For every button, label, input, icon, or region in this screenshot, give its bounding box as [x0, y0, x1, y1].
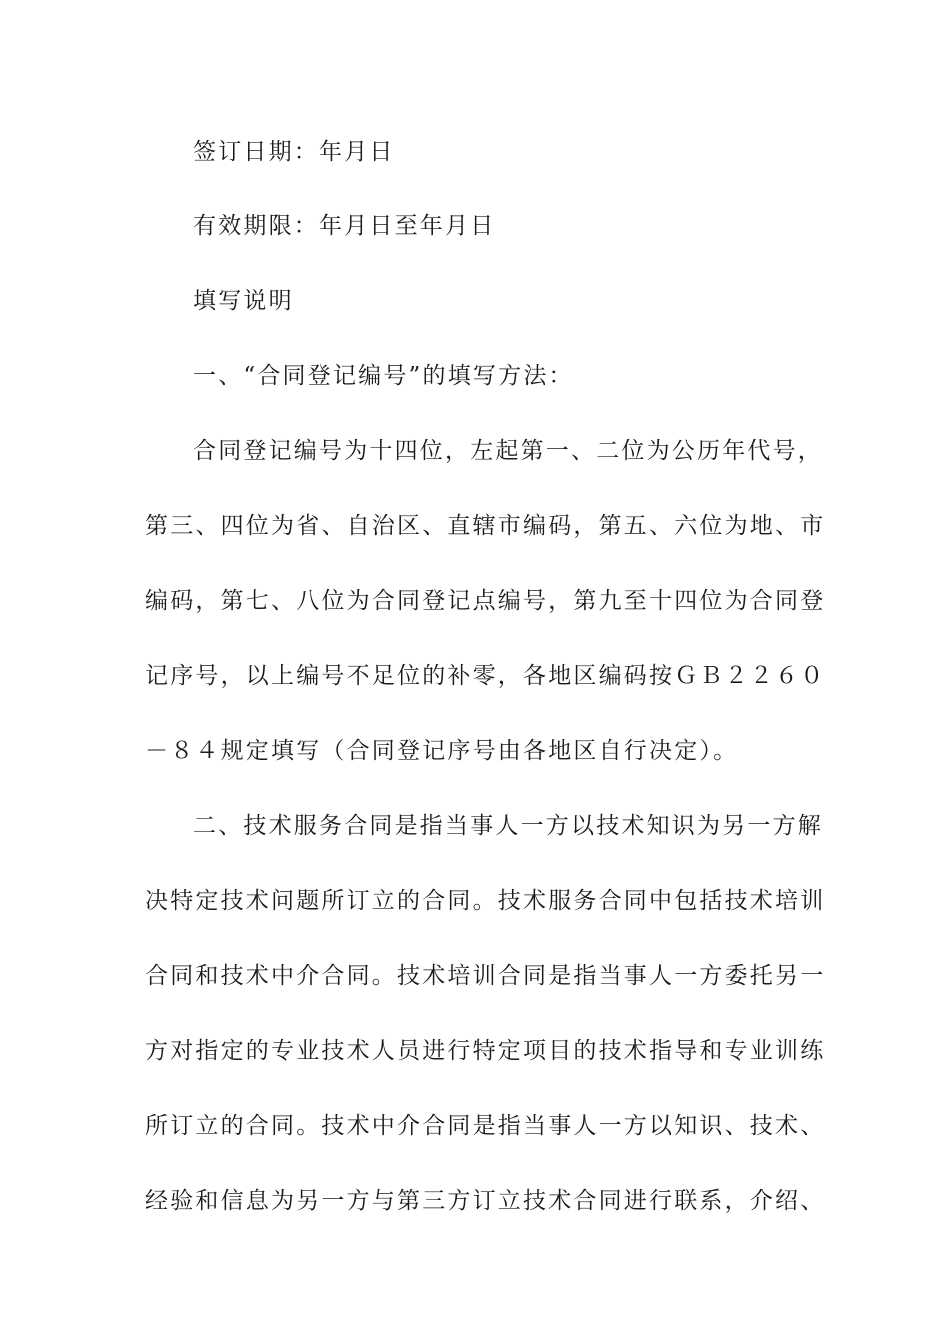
section-two-line: 二、技术服务合同是指当事人一方以技术知识为另一方解 [193, 813, 823, 839]
signing-date-line: 签订日期：年月日 [193, 139, 395, 165]
paragraph-line: 决特定技术问题所订立的合同。技术服务合同中包括技术培训 [145, 888, 826, 914]
paragraph-line: 合同登记编号为十四位，左起第一、二位为公历年代号， [193, 438, 823, 464]
paragraph-line: 经验和信息为另一方与第三方订立技术合同进行联系，介绍、 [145, 1188, 826, 1214]
paragraph-line: 合同和技术中介合同。技术培训合同是指当事人一方委托另一 [145, 963, 826, 989]
paragraph-line: －８４规定填写（合同登记序号由各地区自行决定）。 [145, 738, 739, 764]
paragraph-line: 所订立的合同。技术中介合同是指当事人一方以知识、技术、 [145, 1113, 826, 1139]
paragraph-line: 记序号，以上编号不足位的补零，各地区编码按ＧＢ２２６０ [145, 663, 826, 689]
instructions-heading: 填写说明 [193, 288, 294, 314]
paragraph-line: 第三、四位为省、自治区、直辖市编码，第五、六位为地、市 [145, 513, 826, 539]
validity-period-line: 有效期限：年月日至年月日 [193, 213, 496, 239]
section-one-heading: 一、“合同登记编号”的填写方法： [193, 363, 574, 389]
paragraph-line: 方对指定的专业技术人员进行特定项目的技术指导和专业训练 [145, 1038, 826, 1064]
paragraph-line: 编码，第七、八位为合同登记点编号，第九至十四位为合同登 [145, 588, 826, 614]
